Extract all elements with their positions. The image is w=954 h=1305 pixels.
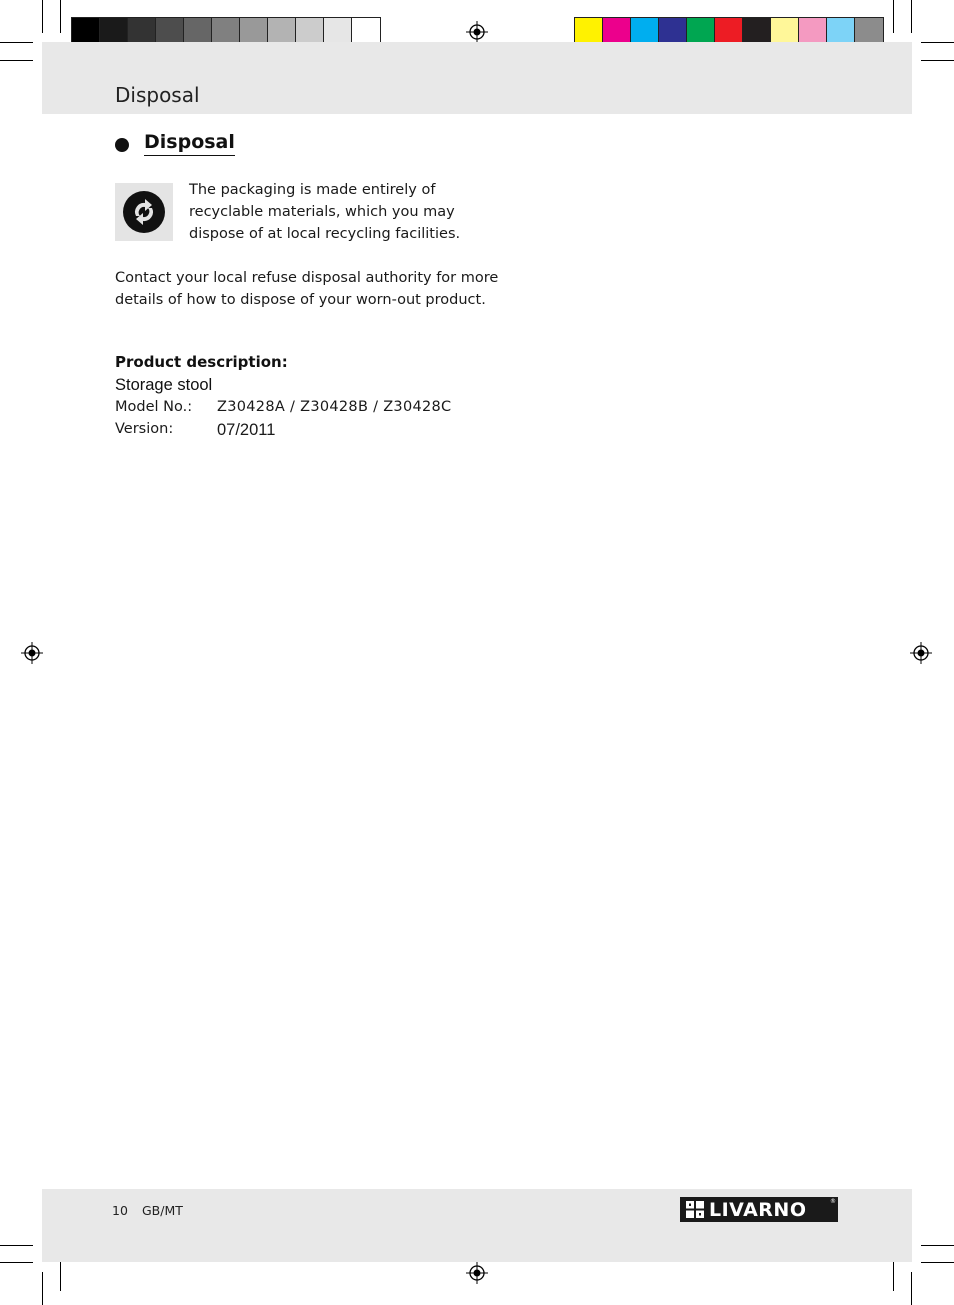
crop-mark — [0, 1262, 33, 1263]
color-swatch — [268, 18, 296, 45]
color-swatch — [631, 18, 659, 45]
color-swatch — [603, 18, 631, 45]
color-swatch — [352, 18, 380, 45]
crop-mark — [921, 1245, 954, 1246]
model-value: Z30428A / Z30428B / Z30428C — [217, 399, 452, 415]
livarno-mark-icon — [686, 1201, 704, 1218]
page-title: Disposal — [115, 83, 200, 107]
crop-mark — [893, 0, 894, 33]
color-swatch — [128, 18, 156, 45]
crop-mark — [42, 0, 43, 33]
crop-mark — [921, 42, 954, 43]
color-swatch — [72, 18, 100, 45]
bullet-icon — [115, 138, 129, 152]
contact-text: Contact your local refuse disposal authority for more details of how to dispose of your worn-out product. — [115, 270, 499, 308]
color-swatch — [771, 18, 799, 45]
product-description-heading: Product description: — [115, 353, 288, 371]
page-number: 10 — [112, 1203, 128, 1218]
crop-mark — [0, 1245, 33, 1246]
crop-mark — [0, 42, 33, 43]
color-swatch — [575, 18, 603, 45]
version-label: Version: — [115, 421, 174, 437]
version-value: 07/2011 — [217, 421, 276, 439]
color-swatch — [799, 18, 827, 45]
color-swatch — [743, 18, 771, 45]
language-code: GB/MT — [142, 1203, 183, 1218]
color-swatch — [156, 18, 184, 45]
section-title: Disposal — [144, 131, 235, 156]
color-swatch — [100, 18, 128, 45]
crop-mark — [921, 60, 954, 61]
registration-mark-icon — [466, 21, 488, 43]
crop-mark — [60, 0, 61, 33]
recycle-symbol-box — [115, 183, 173, 241]
color-swatch — [184, 18, 212, 45]
green-dot-recycle-icon — [115, 183, 173, 241]
crop-mark — [911, 0, 912, 33]
color-swatch — [827, 18, 855, 45]
registration-mark-icon — [910, 642, 932, 664]
crop-mark — [893, 1258, 894, 1291]
color-swatch — [687, 18, 715, 45]
registration-mark-icon — [466, 1262, 488, 1284]
brand-name: LIVARNO — [709, 1198, 807, 1221]
product-name: Storage stool — [115, 376, 213, 394]
color-swatch — [324, 18, 352, 45]
color-swatch — [296, 18, 324, 45]
registered-mark: ® — [830, 1198, 836, 1205]
color-swatch — [855, 18, 883, 45]
color-swatch — [240, 18, 268, 45]
registration-mark-icon — [21, 642, 43, 664]
crop-mark — [921, 1262, 954, 1263]
color-swatch — [212, 18, 240, 45]
recycle-text: The packaging is made entirely of recyclable materials, which you may dispose of at local recycling facilities. — [189, 182, 461, 242]
crop-mark — [42, 1272, 43, 1305]
crop-mark — [0, 60, 33, 61]
brand-logo — [680, 1197, 838, 1222]
color-swatch — [659, 18, 687, 45]
model-label: Model No.: — [115, 399, 193, 415]
crop-mark — [911, 1272, 912, 1305]
color-swatch — [715, 18, 743, 45]
crop-mark — [60, 1258, 61, 1291]
section-heading — [115, 131, 235, 156]
